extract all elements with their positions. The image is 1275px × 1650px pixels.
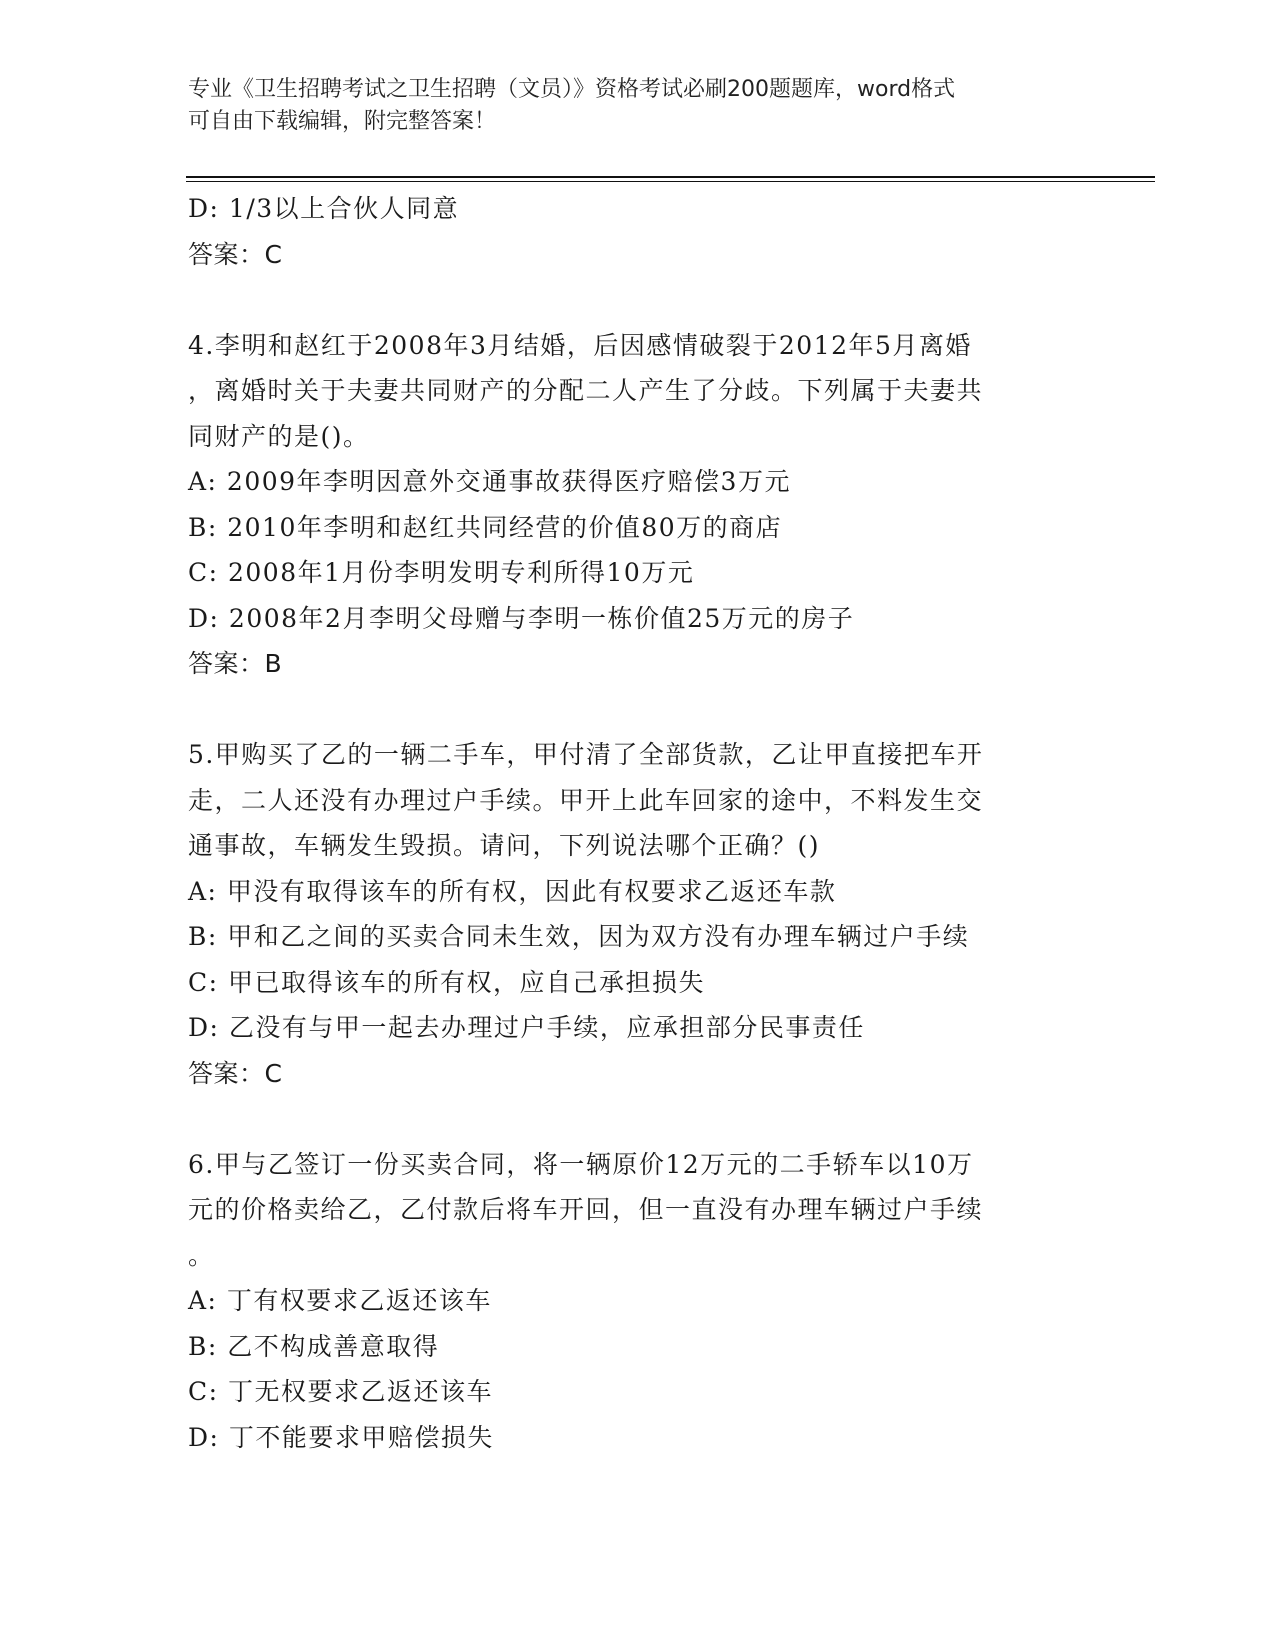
question-5	[188, 732, 1068, 1096]
question-6	[188, 1142, 1068, 1461]
document-body	[188, 186, 1068, 1460]
option-a: A: 丁有权要求乙返还该车	[188, 1286, 492, 1315]
option-d: D: 乙没有与甲一起去办理过户手续，应承担部分民事责任	[188, 1013, 865, 1042]
answer-line: 答案：B	[188, 649, 283, 678]
option-b: B: 乙不构成善意取得	[188, 1331, 440, 1361]
question-stem-line: 同财产的是()。	[188, 421, 370, 451]
option-c: C: 丁无权要求乙返还该车	[188, 1377, 493, 1406]
question-stem-line: 4.李明和赵红于2008年3月结婚，后因感情破裂于2012年5月离婚	[188, 330, 972, 360]
option-d: D: 丁不能要求甲赔偿损失	[188, 1422, 494, 1452]
answer-line: 答案：C	[188, 239, 283, 269]
header-title-line-2: 可自由下载编辑，附完整答案！	[188, 109, 497, 134]
option-c: C: 甲已取得该车的所有权，应自己承担损失	[188, 967, 705, 997]
question-stem-line: 6.甲与乙签订一份买卖合同，将一辆原价12万元的二手轿车以10万	[188, 1149, 974, 1179]
option-d: D: 2008年2月李明父母赠与李明一栋价值25万元的房子	[188, 603, 855, 633]
previous-question-tail	[188, 186, 1068, 277]
option-b: B: 2010年李明和赵红共同经营的价值80万的商店	[188, 512, 783, 542]
option-b: B: 甲和乙之间的买卖合同未生效，因为双方没有办理车辆过户手续	[188, 922, 970, 951]
option-d: D: 1/3以上合伙人同意	[188, 194, 460, 223]
header-title-line-1: 专业《卫生招聘考试之卫生招聘（文员）》资格考试必刷200题题库，word格式	[188, 77, 956, 102]
option-a: A: 甲没有取得该车的所有权，因此有权要求乙返还车款	[188, 876, 837, 906]
header-divider-thin	[186, 181, 1155, 182]
question-stem-line: 通事故，车辆发生毁损。请问，下列说法哪个正确？()	[188, 831, 821, 860]
page-header	[188, 74, 1088, 138]
question-stem-line: 元的价格卖给乙，乙付款后将车开回，但一直没有办理车辆过户手续	[188, 1195, 984, 1224]
question-stem-line: 5.甲购买了乙的一辆二手车，甲付清了全部货款，乙让甲直接把车开	[188, 740, 984, 769]
option-c: C: 2008年1月份李明发明专利所得10万元	[188, 558, 695, 587]
question-stem-line: 走，二人还没有办理过户手续。甲开上此车回家的途中，不料发生交	[188, 785, 984, 815]
header-divider-thick	[186, 176, 1155, 178]
option-a: A: 2009年李明因意外交通事故获得医疗赔偿3万元	[188, 467, 791, 496]
answer-line: 答案：C	[188, 1058, 283, 1088]
question-stem-line: 。	[188, 1240, 215, 1270]
question-stem-line: ，离婚时关于夫妻共同财产的分配二人产生了分歧。下列属于夫妻共	[188, 376, 984, 405]
question-4	[188, 323, 1068, 687]
